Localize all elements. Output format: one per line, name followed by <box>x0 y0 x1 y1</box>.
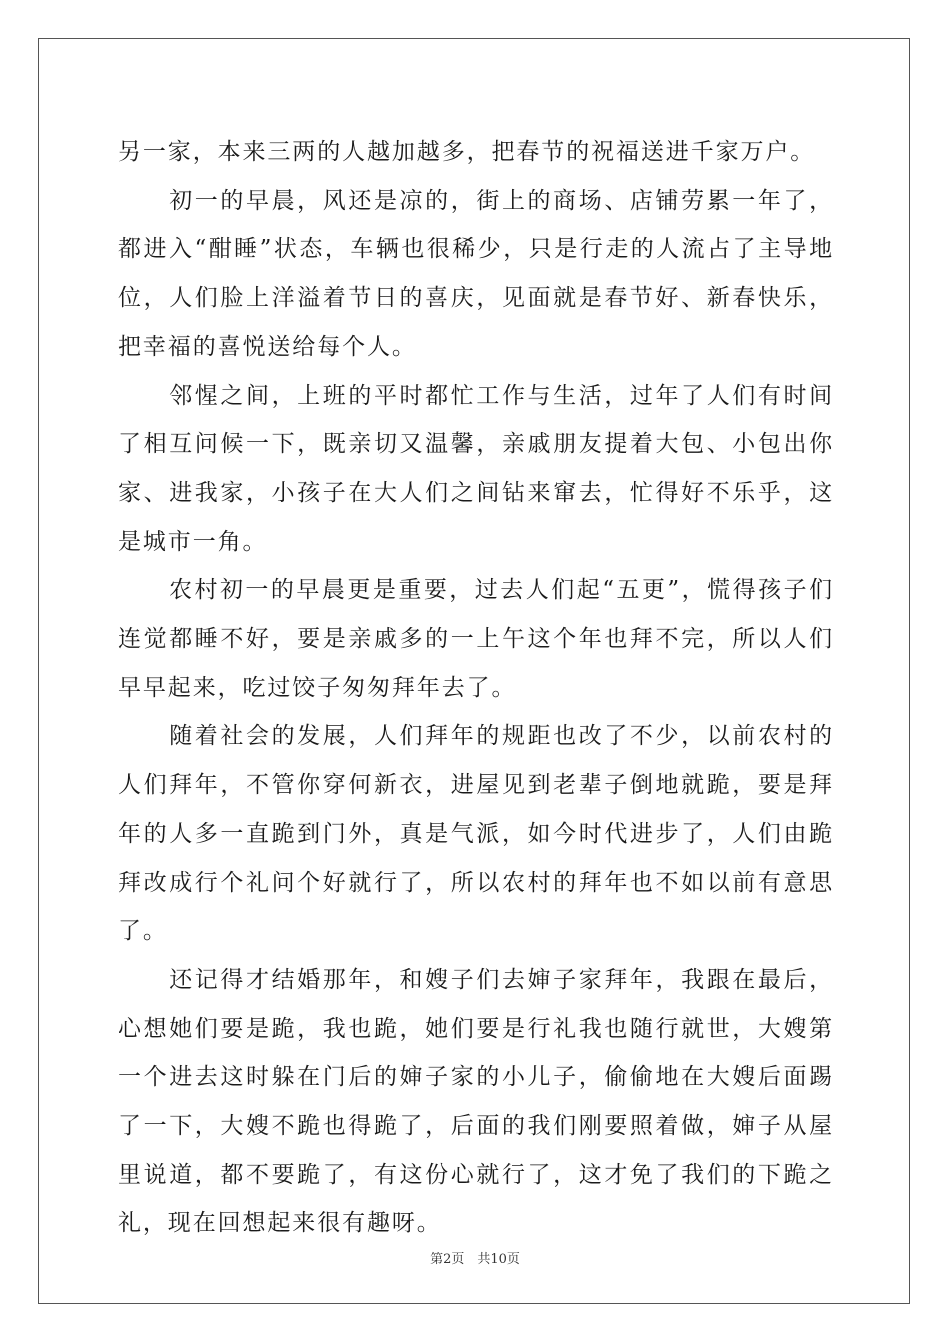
page-number-footer: 第2页 共10页 <box>430 1252 520 1267</box>
paragraph: 随着社会的发展，人们拜年的规距也改了不少，以前农村的人们拜年，不管你穿何新衣，进屋见到老辈子倒地就跪，要是拜年的人多一直跪到门外，真是气派，如今时代进步了，人们由跪拜改成行个礼问个好就行了，所以农村的拜年也不如以前有意思了。 <box>118 723 834 945</box>
paragraph: 还记得才结婚那年，和嫂子们去婶子家拜年，我跟在最后，心想她们要是跪，我也跪，她们要是行礼我也随行就世，大嫂第一个进去这时躲在门后的婶子家的小儿子，偷偷地在大嫂后面踢了一下，大嫂不跪也得跪了，后面的我们刚要照着做，婶子从屋里说道，都不要跪了，有这份心就行了，这才免了我们的下跪之礼，现在回想起来很有趣呀。 <box>118 966 834 1237</box>
paragraph: 另一家，本来三两的人越加越多，把春节的祝福送进千家万户。 <box>118 139 816 165</box>
paragraph: 邻惺之间，上班的平时都忙工作与生活，过年了人们有时间了相互问候一下，既亲切又温馨，亲戚朋友提着大包、小包出你家、进我家，小孩子在大人们之间钻来窜去，忙得好不乐乎，这是城市一角。 <box>118 382 834 555</box>
paragraph: 初一的早晨，风还是凉的，街上的商场、店铺劳累一年了，都进入“酣睡”状态，车辆也很稀少，只是行走的人流占了主导地位，人们脸上洋溢着节日的喜庆，见面就是春节好、新春快乐，把幸福的喜悦送给每个人。 <box>118 187 834 360</box>
document-body <box>118 128 834 1248</box>
paragraph: 农村初一的早晨更是重要，过去人们起“五更”，慌得孩子们连觉都睡不好，要是亲戚多的一上午这个年也拜不完，所以人们早早起来，吃过饺子匆匆拜年去了。 <box>118 577 834 701</box>
